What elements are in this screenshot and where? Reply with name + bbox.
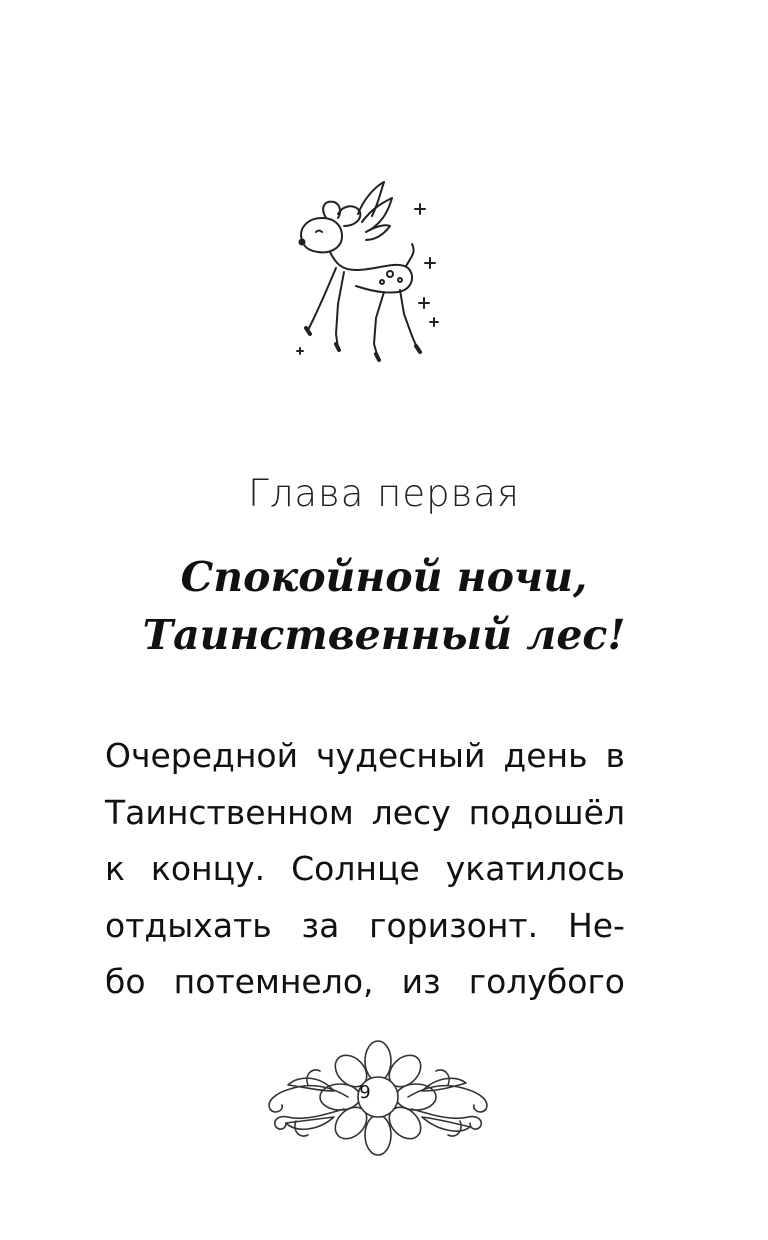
word: концу. xyxy=(150,849,266,888)
word: голубого xyxy=(468,962,625,1001)
text-line xyxy=(105,728,625,785)
word: Очередной xyxy=(105,736,299,775)
text-line xyxy=(105,954,625,1011)
word: Таинственном xyxy=(105,792,354,832)
word: к xyxy=(105,849,125,888)
word: подошёл xyxy=(468,792,625,832)
word: потемнело, xyxy=(173,962,374,1001)
chapter-title-line-2: Таинственный лес! xyxy=(142,611,626,659)
chapter-label: Глава первая xyxy=(248,472,520,515)
word: отдыхать xyxy=(105,905,272,945)
word: Не- xyxy=(567,905,625,945)
winged-fawn-icon xyxy=(280,168,450,378)
body-paragraph xyxy=(105,728,625,1011)
text-line xyxy=(105,841,625,898)
chapter-title-line-1: Спокойной ночи, xyxy=(180,553,588,601)
page-number: 9 xyxy=(359,1082,371,1103)
chapter-title xyxy=(0,548,768,664)
text-line xyxy=(105,898,625,955)
word: чудесный xyxy=(316,736,486,775)
word: день xyxy=(503,736,588,775)
word: за xyxy=(301,905,340,945)
word: в xyxy=(605,736,625,775)
word: горизонт. xyxy=(369,905,539,945)
word: лесу xyxy=(371,792,451,832)
text-line xyxy=(105,785,625,842)
word: бо xyxy=(105,962,146,1001)
word: из xyxy=(401,962,441,1001)
word: укатилось xyxy=(445,849,625,888)
word: Солнце xyxy=(291,849,420,888)
